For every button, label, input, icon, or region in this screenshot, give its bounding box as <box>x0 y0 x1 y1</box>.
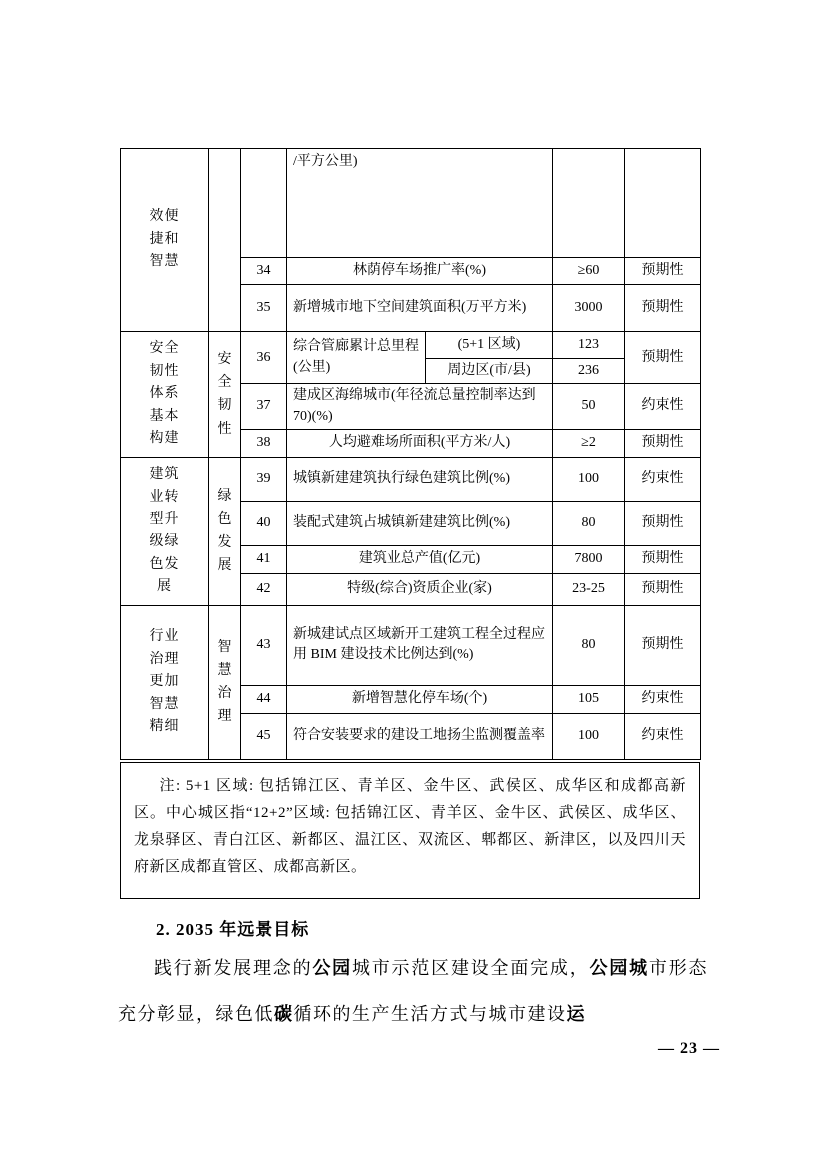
type-cell: 预期性 <box>625 573 701 605</box>
value-cell: 23-25 <box>553 573 625 605</box>
indicator-subrow-label: 周边区(市/县) <box>426 359 553 384</box>
category-label: 行业治理更加智慧精细 <box>149 629 180 734</box>
table-row <box>121 457 701 501</box>
type-cell: 预期性 <box>625 258 701 285</box>
category-cell <box>121 457 209 605</box>
type-cell: 约束性 <box>625 384 701 430</box>
text-segment: 城市示范区建设全面完成， <box>351 958 590 978</box>
subcategory-cell <box>209 457 241 605</box>
value-cell: 236 <box>553 359 625 384</box>
indicator-cell: 综合管廊累计总里程(公里) <box>287 332 426 384</box>
category-label: 建筑业转型升级绿色发展 <box>149 467 180 595</box>
row-number-cell: 38 <box>241 429 287 457</box>
value-cell: ≥60 <box>553 258 625 285</box>
subcategory-label: 智慧治理 <box>217 640 232 725</box>
value-cell: 123 <box>553 332 625 359</box>
indicator-cell: 装配式建筑占城镇新建建筑比例(%) <box>287 501 553 545</box>
category-cell <box>121 605 209 759</box>
value-cell: 100 <box>553 457 625 501</box>
indicator-cell: 建成区海绵城市(年径流总量控制率达到70)(%) <box>287 384 553 430</box>
type-cell: 约束性 <box>625 685 701 713</box>
type-cell: 约束性 <box>625 457 701 501</box>
row-number-cell: 35 <box>241 285 287 332</box>
type-cell <box>625 149 701 258</box>
row-number-cell: 42 <box>241 573 287 605</box>
type-cell: 预期性 <box>625 605 701 685</box>
indicator-cell: 城镇新建建筑执行绿色建筑比例(%) <box>287 457 553 501</box>
subcategory-label: 绿色发展 <box>217 489 232 574</box>
category-label: 效便捷和智慧 <box>149 209 180 270</box>
row-number-cell: 44 <box>241 685 287 713</box>
type-cell: 预期性 <box>625 501 701 545</box>
value-cell <box>553 149 625 258</box>
table-note: 注: 5+1 区域: 包括锦江区、青羊区、金牛区、武侯区、成华区和成都高新区。中心城区指“12+2”区域: 包括锦江区、青羊区、金牛区、武侯区、成华区、龙泉驿区、青白江区、新都区、温江区、双流区、郫都区、新津区，以及四川天府新区成都直管区、成都高新区。 <box>120 762 700 899</box>
value-cell: 80 <box>553 605 625 685</box>
text-segment: 碳 <box>274 1004 294 1024</box>
indicator-cell: 新增智慧化停车场(个) <box>287 685 553 713</box>
category-label: 安全韧性体系基本构建 <box>149 341 180 447</box>
indicator-cell: 新增城市地下空间建筑面积(万平方米) <box>287 285 553 332</box>
subcategory-cell <box>209 149 241 332</box>
page-number: — 23 — <box>658 1040 720 1057</box>
table-row <box>121 332 701 359</box>
value-cell: 3000 <box>553 285 625 332</box>
text-segment: 公园城 <box>589 958 649 978</box>
section-heading: 2. 2035 年远景目标 <box>156 920 310 939</box>
row-number-cell: 45 <box>241 713 287 759</box>
text-segment: 市形态充分彰显，绿色低 <box>118 958 709 1024</box>
indicator-cell: /平方公里) <box>287 149 553 258</box>
category-cell <box>121 332 209 458</box>
row-number-cell: 34 <box>241 258 287 285</box>
value-cell: ≥2 <box>553 429 625 457</box>
indicator-cell: 人均避难场所面积(平方米/人) <box>287 429 553 457</box>
indicator-cell: 特级(综合)资质企业(家) <box>287 573 553 605</box>
row-number-cell: 36 <box>241 332 287 384</box>
indicator-cell: 符合安装要求的建设工地扬尘监测覆盖率 <box>287 713 553 759</box>
row-number-cell: 41 <box>241 545 287 573</box>
value-cell: 7800 <box>553 545 625 573</box>
row-number-cell: 37 <box>241 384 287 430</box>
row-number-cell: 43 <box>241 605 287 685</box>
indicators-table <box>120 148 701 760</box>
indicator-subrow-label: (5+1 区域) <box>426 332 553 359</box>
indicator-cell: 建筑业总产值(亿元) <box>287 545 553 573</box>
subcategory-label: 安全韧性 <box>217 352 232 437</box>
indicator-cell: 新城建试点区域新开工建筑工程全过程应用 BIM 建设技术比例达到(%) <box>287 605 553 685</box>
indicator-cell: 林荫停车场推广率(%) <box>287 258 553 285</box>
row-number-cell: 39 <box>241 457 287 501</box>
text-segment: 践行新发展理念的 <box>154 958 313 978</box>
subcategory-cell <box>209 605 241 759</box>
value-cell: 105 <box>553 685 625 713</box>
table-row <box>121 149 701 258</box>
type-cell: 约束性 <box>625 713 701 759</box>
body-paragraph <box>118 945 708 1037</box>
subcategory-cell <box>209 332 241 458</box>
type-cell: 预期性 <box>625 332 701 384</box>
table-row <box>121 605 701 685</box>
type-cell: 预期性 <box>625 285 701 332</box>
text-segment: 公园 <box>312 958 352 978</box>
row-number-cell <box>241 149 287 258</box>
value-cell: 100 <box>553 713 625 759</box>
text-segment: 运 <box>566 1004 586 1024</box>
category-cell <box>121 149 209 332</box>
value-cell: 80 <box>553 501 625 545</box>
row-number-cell: 40 <box>241 501 287 545</box>
value-cell: 50 <box>553 384 625 430</box>
text-segment: 循环的生产生活方式与城市建设 <box>293 1004 567 1024</box>
type-cell: 预期性 <box>625 545 701 573</box>
type-cell: 预期性 <box>625 429 701 457</box>
